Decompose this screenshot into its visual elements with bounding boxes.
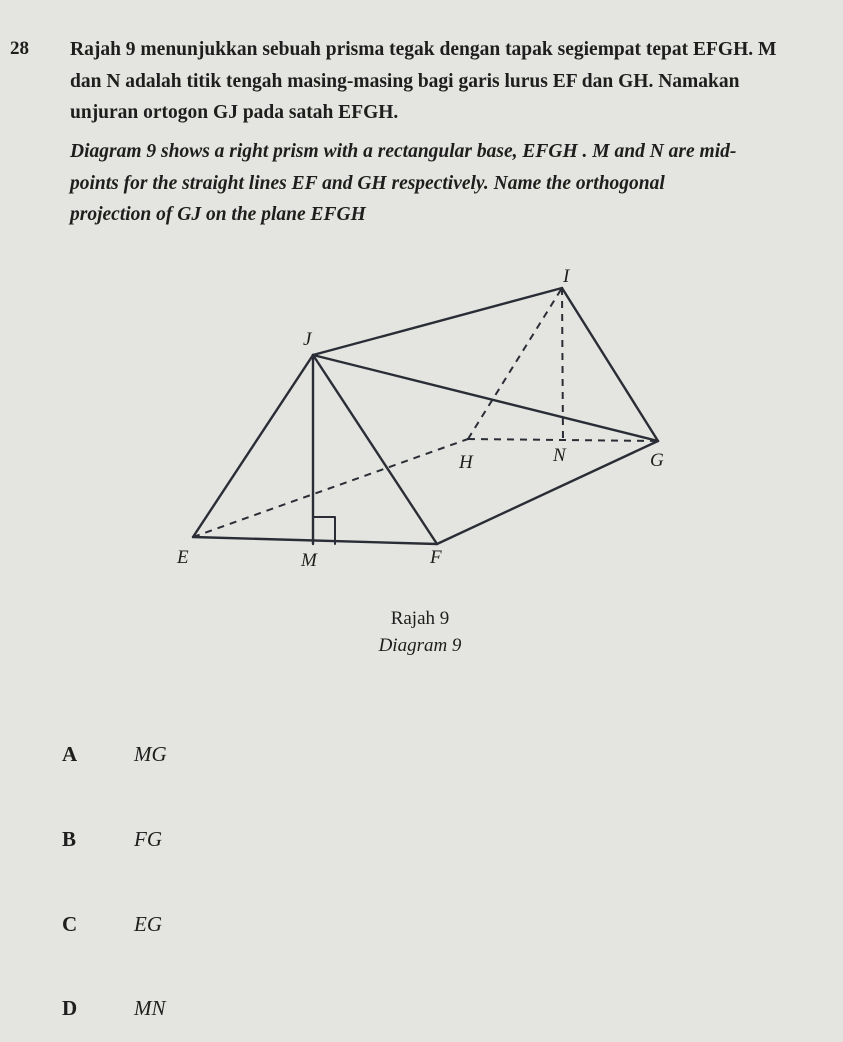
edge-EF bbox=[193, 537, 437, 544]
option-b[interactable] bbox=[62, 827, 162, 852]
edge-IG bbox=[562, 288, 658, 441]
english-line-2: points for the straight lines EF and GH respectively. Name the orthogonal bbox=[70, 172, 665, 194]
edge-JF bbox=[313, 355, 437, 544]
edge-EJ bbox=[193, 355, 313, 537]
option-a-text: MG bbox=[134, 742, 167, 766]
line-JG bbox=[313, 355, 658, 441]
option-d[interactable] bbox=[62, 996, 166, 1021]
caption-english: Diagram 9 bbox=[378, 635, 462, 656]
option-c-text: EG bbox=[134, 912, 162, 936]
option-c[interactable] bbox=[62, 912, 162, 937]
hidden-edge-HG bbox=[468, 439, 658, 441]
label-E: E bbox=[177, 547, 189, 568]
malay-line-3: unjuran ortogon GJ pada satah EFGH. bbox=[70, 102, 399, 123]
edge-JI bbox=[313, 288, 562, 355]
label-J: J bbox=[303, 329, 312, 350]
option-a-letter: A bbox=[62, 742, 78, 766]
option-b-letter: B bbox=[62, 827, 77, 851]
option-c-letter: C bbox=[62, 912, 78, 936]
option-d-letter: D bbox=[62, 996, 78, 1020]
caption-malay: Rajah 9 bbox=[390, 608, 450, 629]
malay-line-2: dan N adalah titik tengah masing-masing bagi garis lurus EF dan GH. Namakan bbox=[70, 70, 740, 92]
label-M: M bbox=[301, 550, 317, 571]
english-line-3: projection of GJ on the plane EFGH bbox=[70, 204, 366, 225]
english-line-1: Diagram 9 shows a right prism with a rectangular base, EFGH . M and N are mid- bbox=[70, 141, 737, 162]
question-number: 28 bbox=[10, 38, 29, 59]
label-G: G bbox=[650, 450, 664, 471]
label-N: N bbox=[553, 445, 566, 466]
label-I: I bbox=[563, 266, 570, 287]
malay-line-1: Rajah 9 menunjukkan sebuah prisma tegak dengan tapak segiempat tepat EFGH. M bbox=[70, 39, 777, 60]
label-H: H bbox=[459, 452, 473, 473]
option-d-text: MN bbox=[134, 996, 166, 1020]
option-a[interactable] bbox=[62, 742, 167, 767]
label-F: F bbox=[430, 547, 442, 568]
hidden-edge-EH bbox=[193, 439, 468, 537]
option-b-text: FG bbox=[134, 827, 162, 851]
